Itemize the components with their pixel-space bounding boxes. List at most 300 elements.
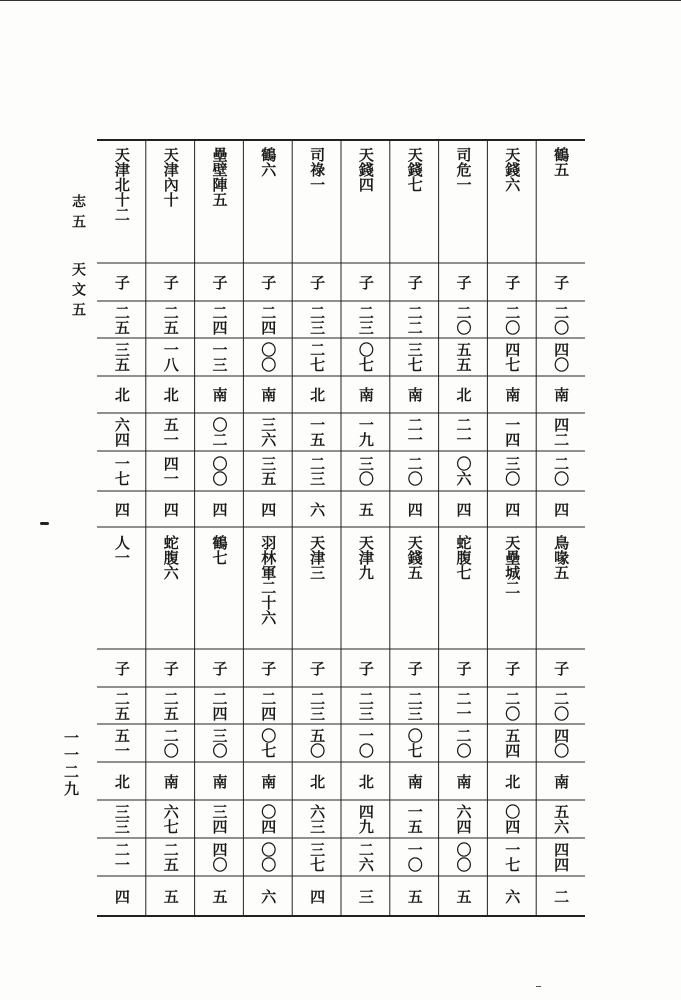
table-cell [390,263,439,301]
chapter-label: 志五 [70,194,86,234]
star-name-cell [487,527,536,649]
table-cell [146,376,195,413]
cell-value: 三 [356,889,375,904]
table-cell [146,800,195,838]
star-name-cell [390,139,439,263]
cell-value: 三四 [210,804,229,834]
cell-value: 五五 [454,342,473,372]
table-cell [146,413,195,451]
star-name: 壘壁陣五 [210,147,229,207]
table-cell [487,451,536,491]
table-cell [439,724,488,762]
cell-value: 二三 [405,690,424,721]
table-cell [146,876,195,917]
table-cell [243,800,292,838]
ink-mark [40,522,49,525]
table-cell [243,263,292,301]
cell-value: 南 [552,387,571,402]
table-cell [341,649,390,687]
cell-value: 南 [259,387,278,402]
cell-value: 南 [454,773,473,789]
table-cell [146,338,195,376]
cell-value: 南 [405,773,424,789]
table-cell [195,413,244,451]
cell-value: 二〇 [503,690,522,721]
star-name: 蛇腹六 [161,535,180,580]
cell-value: 四二 [552,417,571,447]
table-cell [439,762,488,800]
table-cell [536,338,585,376]
cell-value: 子 [210,660,229,676]
table-cell [243,649,292,687]
table-cell [146,263,195,301]
cell-value: 四 [454,501,473,517]
cell-value: 北 [112,387,131,402]
cell-value: 六四 [454,804,473,834]
star-name: 鶴五 [552,147,571,177]
table-cell [390,838,439,876]
star-name-cell [97,527,146,649]
table-cell [146,301,195,338]
cell-value: 〇〇 [454,842,473,872]
table-cell [439,649,488,687]
cell-value: 六三 [308,804,327,834]
star-catalog-table [97,139,585,917]
cell-value: 子 [356,274,375,290]
table-cell [341,687,390,724]
cell-value: 南 [405,387,424,402]
table-cell [390,338,439,376]
cell-value: 二〇 [552,304,571,335]
table-cell [243,876,292,917]
table-cell [146,687,195,724]
star-name-cell [195,527,244,649]
star-name-cell [341,139,390,263]
table-cell [390,724,439,762]
cell-value: 二六 [356,842,375,872]
table-cell [341,762,390,800]
cell-value: 五 [405,889,424,904]
table-cell [487,263,536,301]
star-name-cell [292,527,341,649]
cell-value: 六 [308,501,327,517]
page-number: 一一二九 [62,730,80,798]
cell-value: 南 [259,773,278,789]
cell-value: 子 [405,660,424,676]
cell-value: 二一 [454,690,473,721]
cell-value: 四 [308,889,327,904]
table-cell [536,762,585,800]
cell-value: 三五 [112,342,131,372]
table-cell [341,838,390,876]
table-cell [439,301,488,338]
table-cell [243,451,292,491]
cell-value: 二三 [308,304,327,335]
cell-value: 五 [161,889,180,904]
table-cell [292,338,341,376]
star-name-cell [195,139,244,263]
table-cell [439,413,488,451]
cell-value: 子 [552,660,571,676]
table-cell [390,687,439,724]
cell-value: 南 [356,387,375,402]
table-cell [97,762,146,800]
cell-value: 〇七 [259,728,278,758]
cell-value: 南 [210,773,229,789]
table-cell [243,338,292,376]
cell-value: 子 [454,660,473,676]
cell-value: 〇七 [356,342,375,372]
table-cell [97,876,146,917]
cell-value: 子 [259,274,278,290]
table-cell [97,413,146,451]
table-cell [341,263,390,301]
section-label: 天文五 [70,262,86,322]
table-cell [487,338,536,376]
table-cell [195,838,244,876]
star-name-cell [97,139,146,263]
cell-value: 六 [503,889,522,904]
cell-value: 〇六 [454,456,473,486]
star-name: 天津九 [356,535,375,580]
table-cell [439,491,488,527]
table-cell [195,800,244,838]
cell-value: 五〇 [308,728,327,758]
star-name-cell [439,527,488,649]
ink-mark [536,986,541,987]
table-cell [243,491,292,527]
cell-value: 三七 [405,342,424,372]
cell-value: 五六 [552,804,571,834]
table-cell [536,800,585,838]
cell-value: 四九 [356,804,375,834]
cell-value: 子 [405,274,424,290]
cell-value: 二一 [405,417,424,447]
table-cell [439,800,488,838]
star-name-cell [243,139,292,263]
cell-value: 二〇 [454,304,473,335]
table-cell [146,451,195,491]
cell-value: 五 [210,889,229,904]
cell-value: 二五 [161,304,180,335]
cell-value: 四〇 [210,842,229,872]
table-cell [243,376,292,413]
table-cell [292,491,341,527]
cell-value: 五 [454,889,473,904]
cell-value: 二五 [112,690,131,721]
cell-value: 子 [503,660,522,676]
page-top-border [0,0,681,1]
cell-value: 南 [210,387,229,402]
table-cell [195,338,244,376]
table-cell [292,762,341,800]
star-name-cell [439,139,488,263]
cell-value: 一八 [161,342,180,372]
table-cell [341,376,390,413]
star-name: 司祿一 [308,147,327,192]
cell-value: 四 [112,501,131,517]
table-cell [292,649,341,687]
cell-value: 二三 [308,690,327,721]
table-cell [292,451,341,491]
star-name: 天壘城二 [503,535,522,595]
cell-value: 子 [112,660,131,676]
cell-value: 二四 [259,690,278,721]
cell-value: 南 [552,773,571,789]
table-cell [487,301,536,338]
table-cell [146,762,195,800]
cell-value: 〇四 [259,804,278,834]
cell-value: 二四 [210,304,229,335]
cell-value: 四 [161,501,180,517]
cell-value: 北 [454,387,473,402]
table-cell [292,413,341,451]
cell-value: 北 [308,773,327,789]
table-cell [97,491,146,527]
star-name-cell [536,527,585,649]
table-cell [292,838,341,876]
table-cell [487,762,536,800]
cell-value: 子 [454,274,473,290]
table-cell [97,649,146,687]
cell-value: 二四 [259,304,278,335]
cell-value: 三六 [259,417,278,447]
cell-value: 六七 [161,804,180,834]
cell-value: 一七 [503,842,522,872]
cell-value: 三三 [112,804,131,834]
star-name-cell [146,527,195,649]
star-name-cell [292,139,341,263]
star-name: 天錢七 [405,147,424,192]
cell-value: 四 [503,501,522,517]
table-cell [292,263,341,301]
cell-value: 五一 [161,417,180,447]
table-cell [487,687,536,724]
cell-value: 北 [356,773,375,789]
star-name: 蛇腹七 [454,535,473,580]
table-cell [487,724,536,762]
table-cell [341,301,390,338]
table-cell [487,876,536,917]
table-cell [146,724,195,762]
cell-value: 六四 [112,417,131,447]
table-cell [243,838,292,876]
star-name: 天錢六 [503,147,522,192]
table-cell [97,724,146,762]
cell-value: 一五 [405,804,424,834]
table-cell [97,687,146,724]
table-cell [146,838,195,876]
cell-value: 子 [112,274,131,290]
table-cell [195,724,244,762]
table-cell [487,491,536,527]
table-cell [536,687,585,724]
star-name: 人一 [112,535,131,565]
table-cell [195,301,244,338]
table-cell [536,838,585,876]
cell-value: 二三 [356,304,375,335]
cell-value: 子 [210,274,229,290]
cell-value: 二二 [405,304,424,335]
cell-value: 子 [503,274,522,290]
cell-value: 五 [356,501,375,517]
cell-value: 子 [356,660,375,676]
cell-value: 五四 [503,728,522,758]
table-cell [243,301,292,338]
cell-value: 四一 [161,456,180,486]
table-cell [390,413,439,451]
table-cell [439,451,488,491]
cell-value: 〇〇 [210,456,229,486]
table-cell [390,876,439,917]
table-cell [536,876,585,917]
star-name: 天錢五 [405,535,424,580]
cell-value: 二四 [210,690,229,721]
cell-value: 六 [259,889,278,904]
star-name: 司危一 [454,147,473,192]
table-cell [97,838,146,876]
cell-value: 四 [259,501,278,517]
table-cell [146,491,195,527]
cell-value: 二七 [308,342,327,372]
cell-value: 四 [552,501,571,517]
cell-value: 四 [112,889,131,904]
cell-value: 二五 [112,304,131,335]
cell-value: 四 [405,501,424,517]
cell-value: 二〇 [405,456,424,486]
cell-value: 一〇 [356,728,375,758]
table-cell [536,376,585,413]
table-cell [341,413,390,451]
table-cell [97,301,146,338]
cell-value: 一九 [356,417,375,447]
table-cell [487,376,536,413]
star-name-cell [243,527,292,649]
table-cell [439,263,488,301]
table-cell [390,376,439,413]
cell-value: 二一 [112,842,131,872]
table-cell [536,413,585,451]
table-cell [390,301,439,338]
cell-value: 〇二 [210,417,229,447]
table-cell [390,451,439,491]
star-name: 羽林軍二十六 [259,535,278,625]
cell-value: 三〇 [210,728,229,758]
star-name: 天津北十二 [112,147,131,222]
table-cell [195,876,244,917]
table-cell [487,413,536,451]
table-cell [390,762,439,800]
star-name: 天津內十 [161,147,180,207]
table-cell [341,491,390,527]
table-cell [536,301,585,338]
table-cell [146,649,195,687]
table-cell [439,876,488,917]
cell-value: 〇七 [405,728,424,758]
table-cell [243,413,292,451]
table-cell [195,376,244,413]
table-cell [292,376,341,413]
cell-value: 二〇 [161,728,180,758]
table-cell [243,687,292,724]
table-cell [439,687,488,724]
table-cell [292,724,341,762]
table-cell [390,649,439,687]
star-name: 天錢四 [356,147,375,192]
star-name-cell [536,139,585,263]
cell-value: 四四 [552,842,571,872]
cell-value: 〇四 [503,804,522,834]
star-name-cell [146,139,195,263]
table-cell [439,338,488,376]
table-cell [292,687,341,724]
cell-value: 二〇 [454,728,473,758]
cell-value: 一〇 [405,842,424,872]
table-cell [341,724,390,762]
star-name-cell [341,527,390,649]
cell-value: 〇〇 [259,842,278,872]
table-cell [195,491,244,527]
table-cell [195,649,244,687]
table-cell [536,649,585,687]
cell-value: 子 [161,274,180,290]
table-cell [195,687,244,724]
cell-value: 子 [161,660,180,676]
cell-value: 四七 [503,342,522,372]
cell-value: 子 [552,274,571,290]
star-name-cell [487,139,536,263]
cell-value: 三五 [259,456,278,486]
star-name-cell [390,527,439,649]
table-cell [341,451,390,491]
table-cell [536,451,585,491]
table-cell [439,838,488,876]
table-cell [390,491,439,527]
table-cell [97,376,146,413]
cell-value: 子 [308,274,327,290]
cell-value: 二三 [308,456,327,486]
cell-value: 三七 [308,842,327,872]
cell-value: 南 [161,773,180,789]
star-name: 鶴七 [210,535,229,565]
cell-value: 一七 [112,456,131,486]
cell-value: 三〇 [503,456,522,486]
table-cell [292,301,341,338]
cell-value: 二三 [356,690,375,721]
cell-value: 二〇 [552,690,571,721]
table-cell [97,800,146,838]
cell-value: 一四 [503,417,522,447]
table-cell [439,376,488,413]
table-cell [341,800,390,838]
table-cell [97,263,146,301]
cell-value: 二五 [161,842,180,872]
star-name: 鳥喙五 [552,535,571,580]
table-cell [97,451,146,491]
cell-value: 〇〇 [259,342,278,372]
table-cell [390,800,439,838]
cell-value: 二一 [454,417,473,447]
cell-value: 三〇 [356,456,375,486]
star-name: 鶴六 [259,147,278,177]
cell-value: 子 [308,660,327,676]
cell-value: 二 [552,889,571,904]
table-cell [292,876,341,917]
cell-value: 北 [161,387,180,402]
cell-value: 二五 [161,690,180,721]
table-cell [195,762,244,800]
cell-value: 四〇 [552,728,571,758]
